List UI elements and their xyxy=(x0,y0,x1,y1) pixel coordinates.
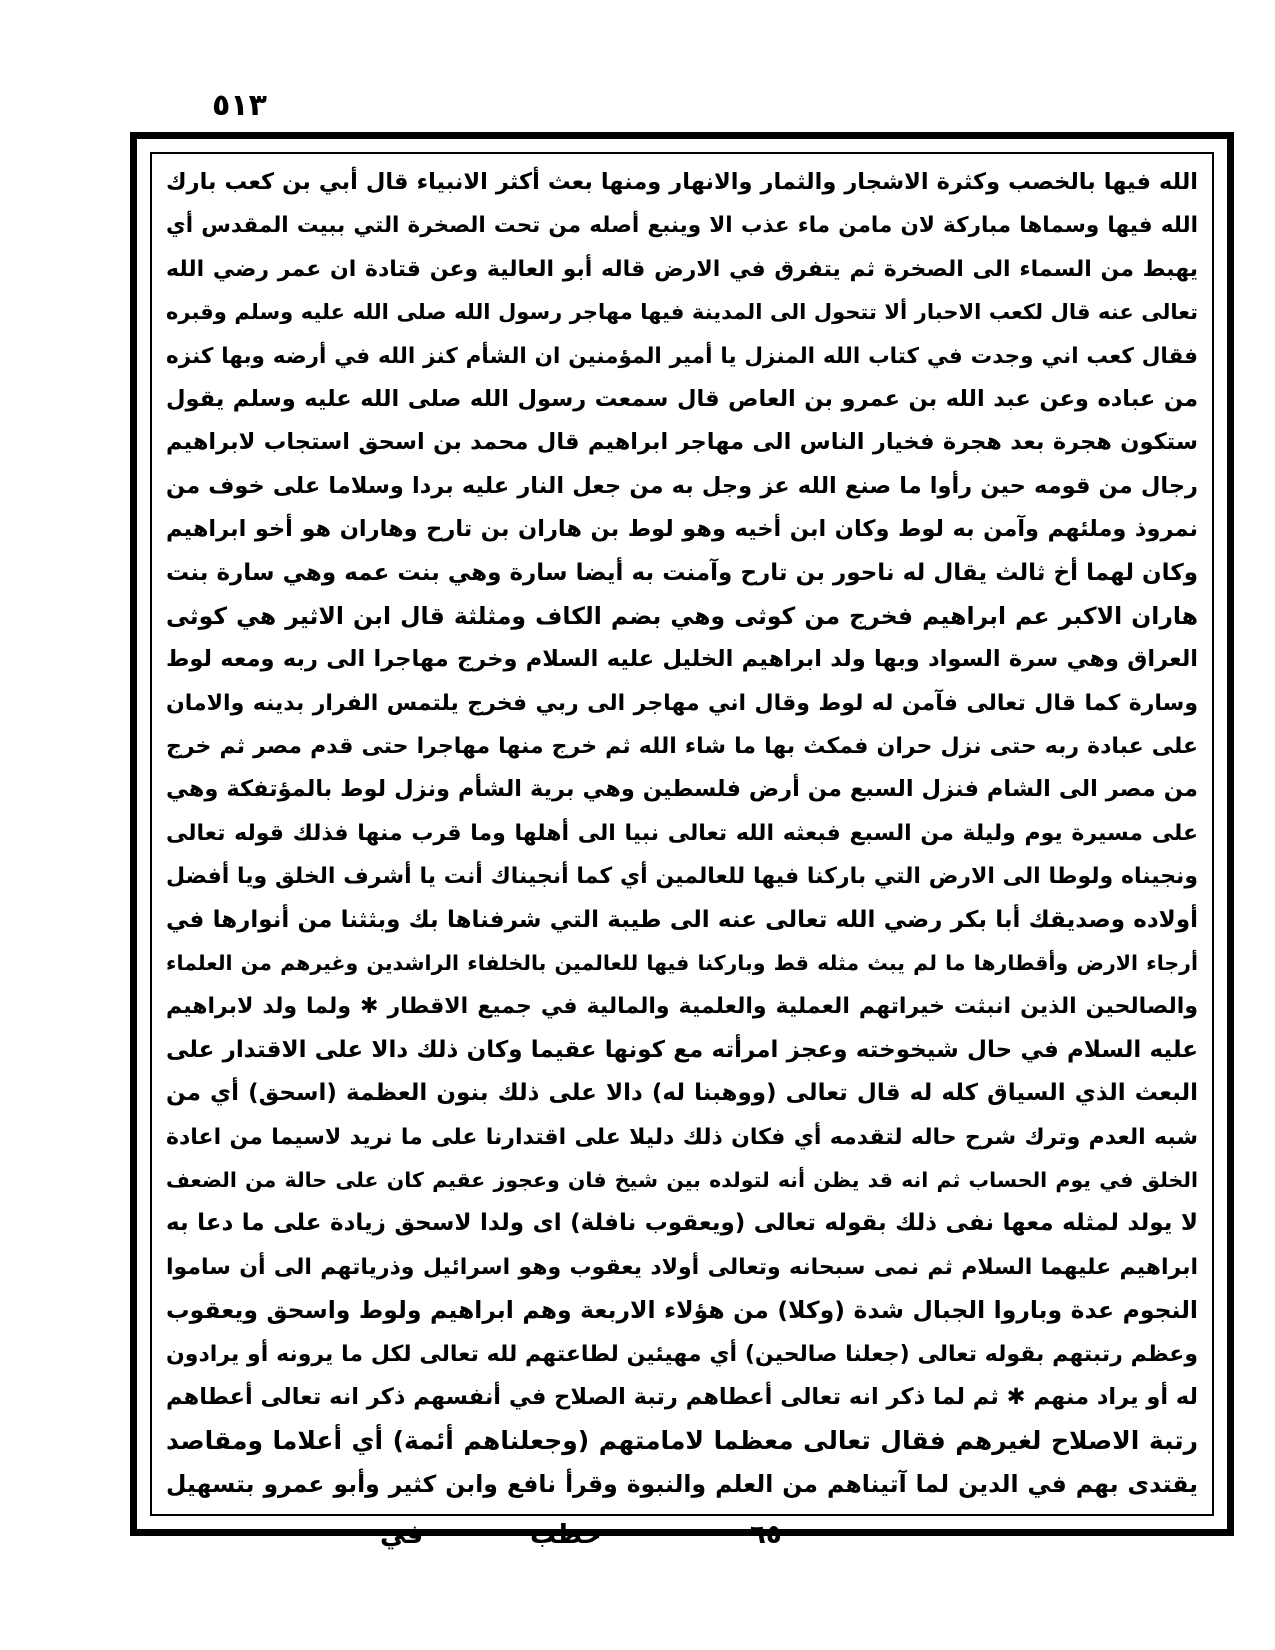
text-line: العراق وهي سرة السواد وبها ولد ابراهيم الخليل عليه السلام وخرج مهاجرا الى ربه ومعه لوط xyxy=(166,646,1198,673)
text-line: رتبة الاصلاح لغيرهم فقال تعالى معظما لامامتهم (وجعلناهم أئمة) أي أعلاما ومقاصد xyxy=(166,1426,1198,1456)
footer-signature-number: ٦٥ xyxy=(750,1520,782,1550)
text-line: فقال كعب اني وجدت في كتاب الله المنزل يا أمير المؤمنين ان الشأم كنز الله في أرضه وبها كنزه xyxy=(166,343,1198,369)
page-footer xyxy=(360,1516,860,1556)
text-line: والصالحين الذين انبثت خيراتهم العملية والعلمية والمالية في جميع الاقطار ✱ ولما ولد لابراهيم xyxy=(166,994,1198,1020)
text-line: على مسيرة يوم وليلة من السبع فبعثه الله تعالى نبيا الى أهلها وما قرب منها فذلك قوله تعالى xyxy=(166,820,1198,846)
text-line: أرجاء الارض وأقطارها ما لم يبث مثله قط وباركنا فيها للعالمين بالخلفاء الراشدين وغيرهم من العلماء xyxy=(166,951,1198,976)
text-body xyxy=(166,161,1198,1511)
text-line: من عباده وعن عبد الله بن عمرو بن العاص قال سمعت رسول الله صلى الله عليه وسلم يقول xyxy=(166,385,1198,412)
text-line: الله فيها بالخصب وكثرة الاشجار والثمار والانهار ومنها بعث أكثر الانبياء قال أبي بن كعب بارك xyxy=(166,169,1198,195)
text-line: هاران الاكبر عم ابراهيم فخرج من كوثى وهي بضم الكاف ومثلثة قال ابن الاثير هي كوثى xyxy=(166,601,1198,630)
text-line: وعظم رتبتهم بقوله تعالى (جعلنا صالحين) أي مهيئين لطاعتهم لله تعالى لكل ما يرونه أو يرادون xyxy=(166,1341,1198,1367)
text-line: النجوم عدة وباروا الجبال شدة (وكلا) من هؤلاء الاربعة وهم ابراهيم ولوط واسحق ويعقوب xyxy=(166,1296,1198,1325)
text-line: رجال من قومه حين رأوا ما صنع الله عز وجل به من جعل النار عليه بردا وسلاما على خوف من xyxy=(166,472,1198,499)
text-line: تعالى عنه قال لكعب الاحبار ألا تتحول الى المدينة فيها مهاجر رسول الله صلى الله عليه وسلم وقبره xyxy=(166,300,1198,325)
text-line: الله فيها وسماها مباركة لان مامن ماء عذب الا وينبع أصله من تحت الصخرة التي ببيت المقدس أي xyxy=(166,213,1198,239)
text-line: له أو يراد منهم ✱ ثم لما ذكر انه تعالى أعطاهم رتبة الصلاح في أنفسهم ذكر انه تعالى أعطاهم xyxy=(166,1383,1198,1410)
text-line: الخلق في يوم الحساب ثم انه قد يظن أنه لتولده بين شيخ فان وعجوز عقيم كان على حالة من الضعف xyxy=(166,1167,1198,1192)
text-line: البعث الذي السياق كله له قال تعالى (ووهبنا له) دالا على ذلك بنون العظمة (اسحق) أي من xyxy=(166,1080,1198,1107)
text-line: عليه السلام في حال شيخوخته وعجز امرأته مع كونها عقيما وكان ذلك دالا على الاقتدار على xyxy=(166,1036,1198,1063)
text-line: ستكون هجرة بعد هجرة فخيار الناس الى مهاجر ابراهيم قال محمد بن اسحق استجاب لابراهيم xyxy=(166,429,1198,456)
footer-signature-label: خطب xyxy=(530,1520,602,1550)
text-line: شبه العدم وترك شرح حاله لتقدمه أي فكان ذلك دليلا على اقتدارنا على ما نريد لاسيما من اعادة xyxy=(166,1124,1198,1150)
text-line: يهبط من السماء الى الصخرة ثم يتفرق في الارض قاله أبو العالية وعن قتادة ان عمر رضي الله xyxy=(166,256,1198,282)
text-line: على عبادة ربه حتى نزل حران فمكث بها ما شاء الله ثم خرج منها مهاجرا حتى قدم مصر ثم خرج xyxy=(166,734,1198,760)
text-line: من مصر الى الشام فنزل السبع من أرض فلسطين وهي برية الشأم ونزل لوط بالمؤتفكة وهي xyxy=(166,776,1198,803)
text-line: ونجيناه ولوطا الى الارض التي باركنا فيها للعالمين أي كما أنجيناك أنت يا أشرف الخلق ويا أفضل xyxy=(166,864,1198,890)
text-line: وكان لهما أخ ثالث يقال له ناحور بن تارح وآمنت به أيضا سارة وهي بنت عمه وهي سارة بنت xyxy=(166,559,1198,586)
footer-catchword: في xyxy=(380,1520,424,1550)
text-line: لا يولد لمثله معها نفى ذلك بقوله تعالى (ويعقوب نافلة) اى ولدا لاسحق زيادة على ما دعا به xyxy=(166,1210,1198,1237)
text-line: وسارة كما قال تعالى فآمن له لوط وقال اني مهاجر الى ربي فخرج يلتمس الفرار بدينه والامان xyxy=(166,690,1198,716)
text-line: ابراهيم عليهما السلام ثم نمى سبحانه وتعالى أولاد يعقوب وهو اسرائيل وذرياتهم الى أن ساموا xyxy=(166,1254,1198,1280)
text-line: أولاده وصديقك أبا بكر رضي الله تعالى عنه الى طيبة التي شرفناها بك وبثثنا من أنوارها في xyxy=(166,906,1198,933)
text-line: يقتدى بهم في الدين لما آتيناهم من العلم والنبوة وقرأ نافع وابن كثير وأبو عمرو بتسهيل xyxy=(166,1469,1198,1498)
page-number: ٥١٣ xyxy=(212,88,267,123)
text-line: نمروذ وملئهم وآمن به لوط وكان ابن أخيه وهو لوط بن هاران بن تارح وهاران هو أخو ابراهيم xyxy=(166,516,1198,543)
